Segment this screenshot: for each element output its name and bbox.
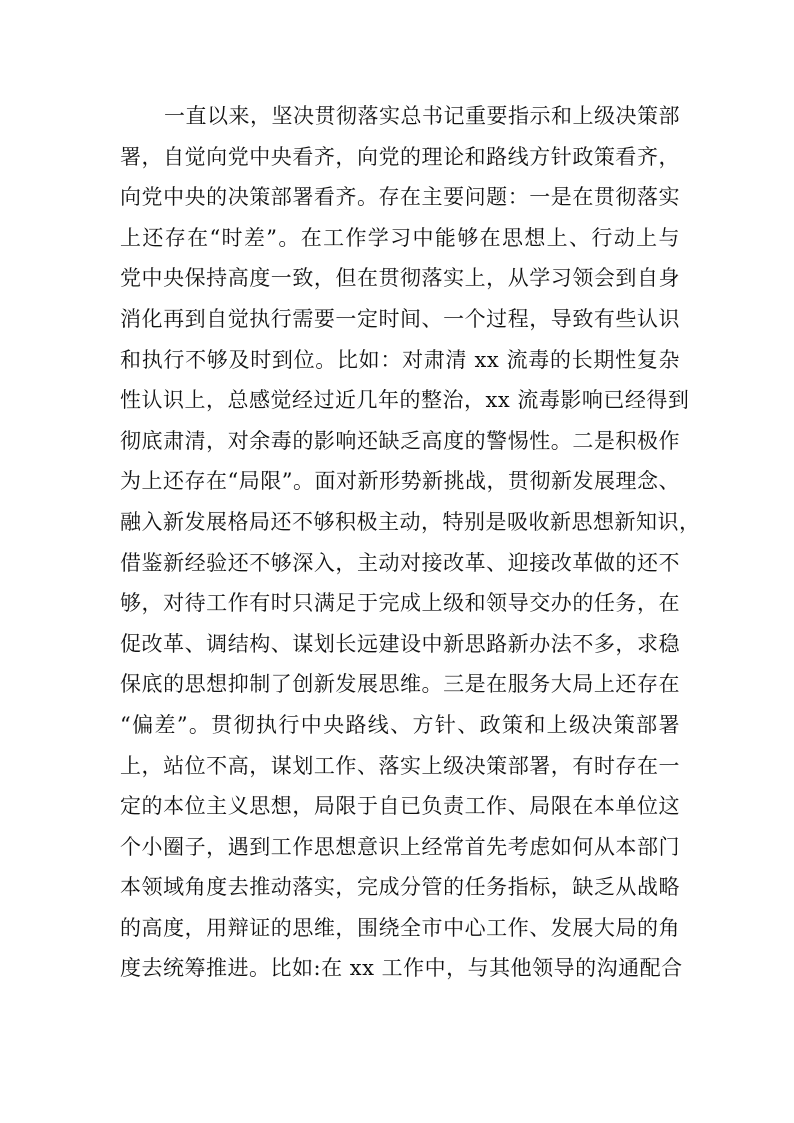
text-line: 性认识上，总感觉经过近几年的整治，xx 流毒影响已经得到 (120, 388, 690, 413)
text-line: 为上还存在“局限”。面对新形势新挑战，贯彻新发展理念、 (120, 469, 680, 494)
text-line: 定的本位主义思想，局限于自已负责工作、局限在本单位这 (120, 794, 680, 819)
text-line: 上还存在“时差”。在工作学习中能够在思想上、行动上与 (120, 225, 680, 250)
text-line: 借鉴新经验还不够深入，主动对接改革、迎接改革做的还不 (120, 550, 680, 575)
text-line: 促改革、调结构、谋划长远建设中新思路新办法不多，求稳 (120, 631, 680, 656)
text-line: 本领域角度去推动落实，完成分管的任务指标，缺乏从战略 (120, 875, 680, 900)
text-line: 个小圈子，遇到工作思想意识上经常首先考虑如何从本部门 (120, 834, 680, 859)
text-line: “偏差”。贯彻执行中央路线、方针、政策和上级决策部署 (120, 712, 680, 737)
text-line: 上，站位不高，谋划工作、落实上级决策部署，有时存在一 (120, 753, 680, 778)
text-line: 保底的思想抑制了创新发展思维。三是在服务大局上还存在 (120, 672, 680, 697)
text-line: 消化再到自觉执行需要一定时间、一个过程，导致有些认识 (120, 306, 680, 331)
text-line: 度去统筹推进。比如:在 xx 工作中，与其他领导的沟通配合 (120, 956, 683, 981)
text-line: 彻底肃清，对余毒的影响还缺乏高度的警惕性。二是积极作 (120, 428, 680, 453)
text-line: 的高度，用辩证的思维，围绕全市中心工作、发展大局的角 (120, 915, 680, 940)
text-line: 和执行不够及时到位。比如：对肃清 xx 流毒的长期性复杂 (120, 347, 680, 372)
text-line: 党中央保持高度一致，但在贯彻落实上，从学习领会到自身 (120, 266, 680, 291)
text-line: 融入新发展格局还不够积极主动，特别是吸收新思想新知识， (120, 509, 701, 534)
body-paragraph (120, 96, 701, 989)
text-line: 署，自觉向党中央看齐，向党的理论和路线方针政策看齐， (120, 144, 680, 169)
text-line: 够，对待工作有时只满足于完成上级和领导交办的任务，在 (120, 591, 680, 616)
text-line: 向党中央的决策部署看齐。存在主要问题：一是在贯彻落实 (120, 185, 680, 210)
text-line: 一直以来，坚决贯彻落实总书记重要指示和上级决策部 (164, 104, 680, 128)
